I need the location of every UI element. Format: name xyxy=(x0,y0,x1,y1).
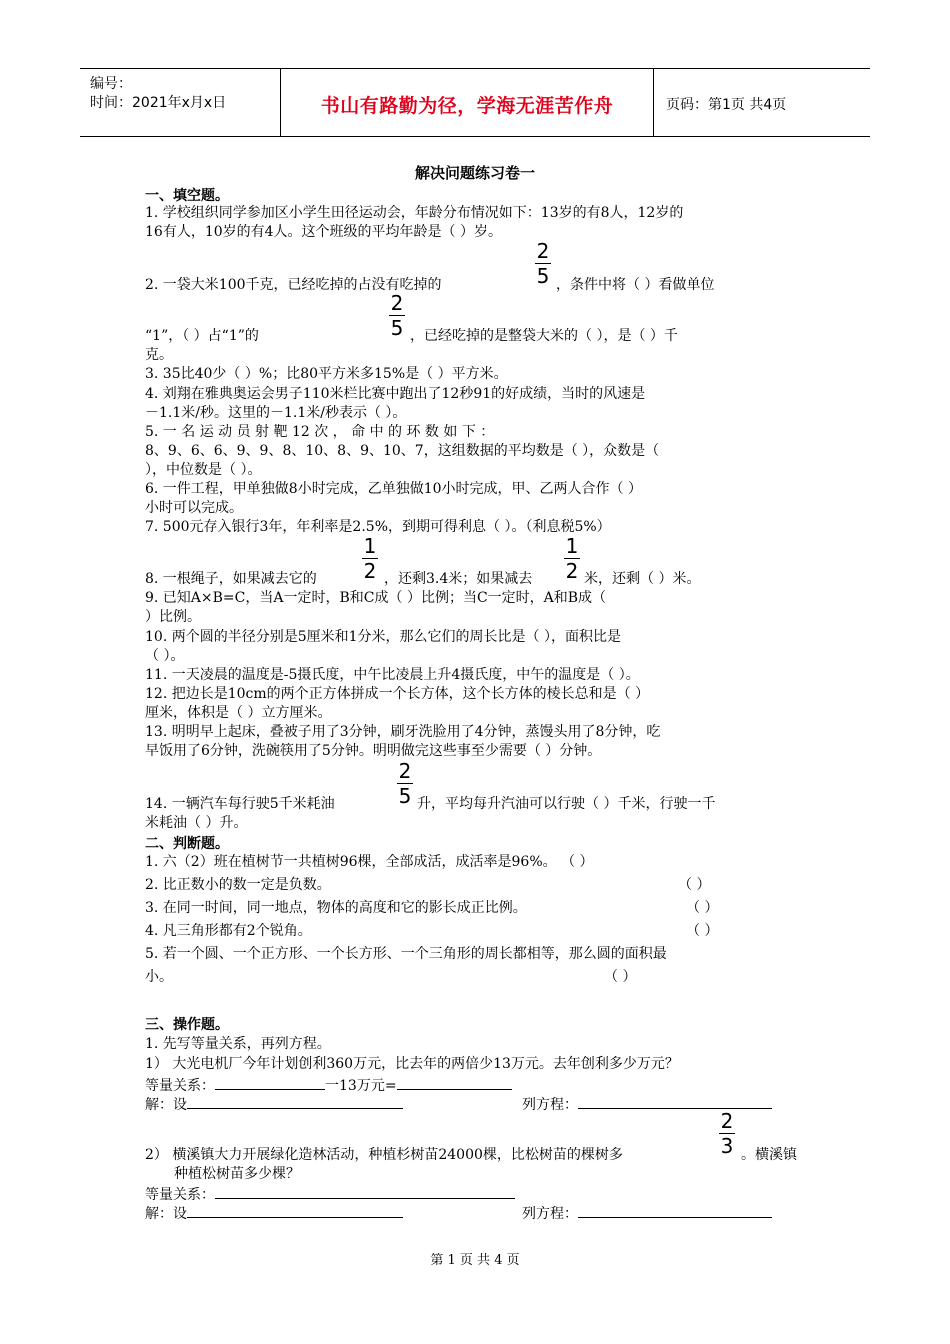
fraction-denominator: 3 xyxy=(720,1134,734,1158)
fraction-denominator: 5 xyxy=(398,784,412,808)
o6-line xyxy=(145,1184,515,1204)
fraction-denominator: 5 xyxy=(390,316,404,340)
fraction-two-thirds xyxy=(718,1110,736,1157)
page-label: 页码：第1页 共4页 xyxy=(666,97,787,113)
o7-solve xyxy=(145,1203,403,1223)
number-label: 编号： xyxy=(90,76,132,92)
q5-line-a: 5. 一 名 运 动 员 射 靶 12 次 ， 命 中 的 环 数 如 下 ： xyxy=(145,424,495,440)
j5-line-a: 5. 若一个圆、一个正方形、一个长方形、一个三角形的周长都相等，那么圆的面积最 xyxy=(145,946,667,962)
q14-line-b: 米耗油（ ）升。 xyxy=(145,815,248,831)
q12-line-b: 厘米，体积是（ ）立方厘米。 xyxy=(145,705,332,721)
q1-line-a: 1. 学校组织同学参加区小学生田径运动会，年龄分布情况如下：13岁的有8人，12岁的 xyxy=(145,205,684,221)
o5-line-pre: 2） 横溪镇大力开展绿化造林活动，种植杉树苗24000棵，比松树苗的棵树多 xyxy=(145,1147,623,1163)
q5-line-b: 8、9、6、6、9、9、8、10、8、9、10、7，这组数据的平均数是（ ），众数是（ xyxy=(145,443,660,459)
j3-paren: （ ） xyxy=(686,900,719,916)
equivalence-label: 等量关系： xyxy=(145,1078,215,1094)
equation-label: 列方程： xyxy=(522,1206,578,1222)
q2-line-a-post: ，条件中将（ ）看做单位 xyxy=(556,277,715,293)
header-motto-cell xyxy=(281,69,654,136)
j5-paren: （ ） xyxy=(604,969,637,985)
j5-line-b: 小。 xyxy=(145,969,173,985)
o2-line: 1） 大光电机厂今年计划创利360万元，比去年的两倍少13万元。去年创利多少万元？ xyxy=(145,1056,679,1072)
q8-line-pre: 8. 一根绳子，如果减去它的 xyxy=(145,571,317,587)
fraction-two-fifths xyxy=(534,240,552,287)
fraction-one-half xyxy=(361,535,379,582)
answer-blank[interactable] xyxy=(578,1203,772,1218)
q11-line: 11. 一天凌晨的温度是-5摄氏度，中午比凌晨上升4摄氏度，中午的温度是（ ）。 xyxy=(145,667,640,683)
page-header xyxy=(80,68,870,137)
section-fill-blank: 一、填空题。 xyxy=(145,188,229,204)
j2-line: 2. 比正数小的数一定是负数。 xyxy=(145,877,331,893)
q10-line-a: 10. 两个圆的半径分别是5厘米和1分米，那么它们的周长比是（ ），面积比是 xyxy=(145,629,621,645)
answer-blank[interactable] xyxy=(215,1075,325,1090)
header-info-cell xyxy=(80,69,281,136)
answer-blank[interactable] xyxy=(187,1094,403,1109)
o3-line xyxy=(145,1075,512,1095)
equivalence-mid: 一13万元= xyxy=(325,1078,397,1094)
fraction-two-fifths xyxy=(396,760,414,807)
q5-line-c: ），中位数是（ ）。 xyxy=(145,462,262,478)
fraction-one-half xyxy=(563,535,581,582)
q9-line-a: 9. 已知A×B=C，当A一定时，B和C成（ ）比例；当C一定时，A和B成（ xyxy=(145,590,607,606)
q13-line-a: 13. 明明早上起床，叠被子用了3分钟，刷牙洗脸用了4分钟，蒸馒头用了8分钟，吃 xyxy=(145,724,661,740)
q8-line-mid: ，还剩3.4米；如果减去 xyxy=(384,571,533,587)
fraction-numerator: 2 xyxy=(398,759,412,783)
q8-line-post: 米，还剩（ ）米。 xyxy=(584,571,701,587)
j4-line: 4. 凡三角形都有2个锐角。 xyxy=(145,923,312,939)
q7-line: 7. 500元存入银行3年，年利率是2.5%，到期可得利息（ ）。（利息税5%） xyxy=(145,519,611,535)
fraction-denominator: 5 xyxy=(536,264,550,288)
q14-line-a-pre: 14. 一辆汽车每行驶5千米耗油 xyxy=(145,796,335,812)
header-page-cell xyxy=(654,69,870,136)
fraction-numerator: 2 xyxy=(720,1109,734,1133)
fraction-numerator: 1 xyxy=(363,534,377,558)
section-true-false: 二、判断题。 xyxy=(145,836,229,852)
q1-line-b: 16有人，10岁的有4人。这个班级的平均年龄是（ ）岁。 xyxy=(145,224,502,240)
q4-line-b: －1.1米/秒。这里的－1.1米/秒表示（ ）。 xyxy=(145,405,407,421)
o4-solve xyxy=(145,1094,403,1114)
fraction-two-fifths xyxy=(388,292,406,339)
fraction-numerator: 2 xyxy=(536,239,550,263)
date-label: 时间：2021年x月x日 xyxy=(90,95,227,111)
o5-line-post: 。横溪镇 xyxy=(741,1147,797,1163)
fraction-denominator: 2 xyxy=(363,559,377,583)
q6-line-a: 6. 一件工程，甲单独做8小时完成，乙单独做10小时完成，甲、乙两人合作（ ） xyxy=(145,481,642,497)
o5-line-b: 种植松树苗多少棵？ xyxy=(174,1166,300,1182)
solve-label: 解：设 xyxy=(145,1097,187,1113)
j1-line: 1. 六（2）班在植树节一共植树96棵，全部成活，成活率是96%。 （ ） xyxy=(145,854,594,870)
q2-line-b-pre: “1”，（ ）占“1”的 xyxy=(145,328,259,344)
q10-line-b: （ ）。 xyxy=(145,648,185,664)
answer-blank[interactable] xyxy=(578,1094,772,1109)
j3-line: 3. 在同一时间，同一地点，物体的高度和它的影长成正比例。 xyxy=(145,900,527,916)
q4-line-a: 4. 刘翔在雅典奥运会男子110米栏比赛中跑出了12秒91的好成绩，当时的风速是 xyxy=(145,386,646,402)
q2-line-a-pre: 2. 一袋大米100千克，已经吃掉的占没有吃掉的 xyxy=(145,277,442,293)
q2-line-b-post: ，已经吃掉的是整袋大米的（ ），是（ ）千 xyxy=(410,328,678,344)
page-footer: 第 1 页 共 4 页 xyxy=(430,1253,520,1268)
j4-paren: （ ） xyxy=(686,923,719,939)
q12-line-a: 12. 把边长是10cm的两个正方体拼成一个长方体，这个长方体的棱长总和是（ ） xyxy=(145,686,650,702)
fraction-denominator: 2 xyxy=(565,559,579,583)
o7-equation xyxy=(522,1203,772,1223)
o1-line: 1. 先写等量关系，再列方程。 xyxy=(145,1036,331,1052)
q13-line-b: 早饭用了6分钟，洗碗筷用了5分钟。明明做完这些事至少需要（ ）分钟。 xyxy=(145,743,602,759)
q9-line-b: ）比例。 xyxy=(145,609,201,625)
fraction-numerator: 2 xyxy=(390,291,404,315)
q14-line-a-post: 升，平均每升汽油可以行驶（ ）千米，行驶一千 xyxy=(417,796,716,812)
solve-label: 解：设 xyxy=(145,1206,187,1222)
section-operation: 三、操作题。 xyxy=(145,1017,229,1033)
answer-blank[interactable] xyxy=(187,1203,403,1218)
equation-label: 列方程： xyxy=(522,1097,578,1113)
q2-line-c: 克。 xyxy=(145,347,173,363)
j2-paren: （ ） xyxy=(678,877,711,893)
equivalence-label: 等量关系： xyxy=(145,1187,215,1203)
q3-line: 3. 35比40少（ ）%；比80平方米多15%是（ ）平方米。 xyxy=(145,366,508,382)
fraction-numerator: 1 xyxy=(565,534,579,558)
answer-blank[interactable] xyxy=(397,1075,512,1090)
motto: 书山有路勤为径，学海无涯苦作舟 xyxy=(320,95,614,117)
answer-blank[interactable] xyxy=(215,1184,515,1199)
page-title: 解决问题练习卷一 xyxy=(414,164,535,182)
q6-line-b: 小时可以完成。 xyxy=(145,500,243,516)
